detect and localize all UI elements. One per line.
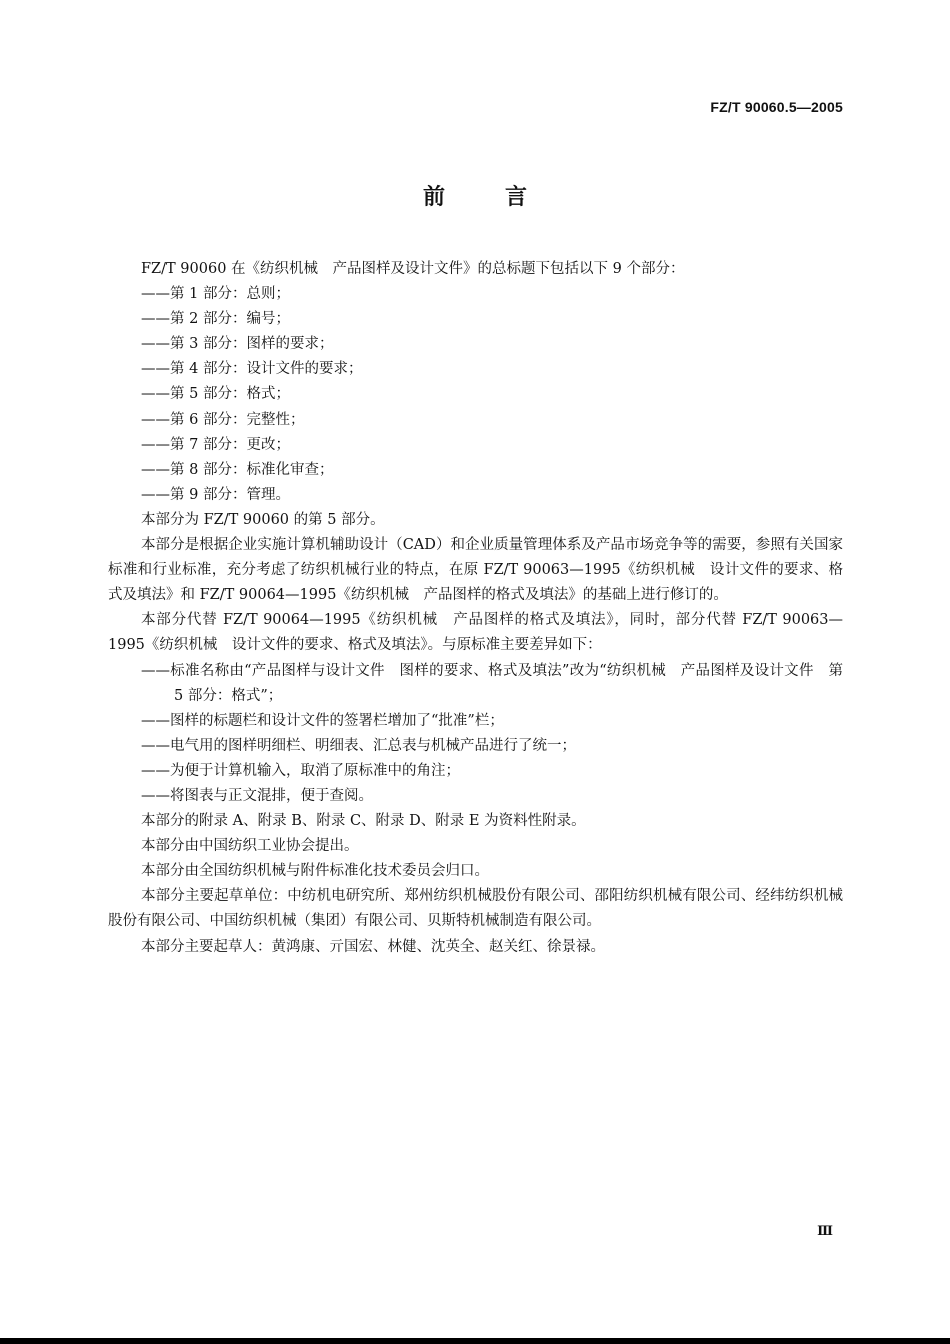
list-item: ——第 6 部分：完整性；	[141, 411, 305, 428]
paragraph: 本部分主要起草单位：中纺机电研究所、郑州纺织机械股份有限公司、邵阳纺织机械有限公司、经纬纺织机械股份有限公司、中国纺织机械（集团）有限公司、贝斯特机械制造有限公司。	[108, 888, 843, 930]
list-item: ——标准名称由“产品图样与设计文件 图样的要求、格式及填法”改为“纺织机械 产品图样及设计文件 第 5 部分：格式”；	[141, 662, 843, 704]
page-number: Ⅲ	[817, 1224, 833, 1239]
paragraph: FZ/T 90060 在《纺织机械 产品图样及设计文件》的总标题下包括以下 9 个部分：	[141, 261, 685, 277]
list-item: ——第 2 部分：编号；	[141, 311, 290, 328]
list-item: ——图样的标题栏和设计文件的签署栏增加了“批准”栏；	[141, 712, 504, 729]
list-item: ——第 1 部分：总则；	[141, 286, 290, 303]
paragraph: 本部分为 FZ/T 90060 的第 5 部分。	[141, 511, 385, 528]
document-body	[108, 257, 843, 960]
paragraph: 本部分代替 FZ/T 90064—1995《纺织机械 产品图样的格式及填法》，同时，部分代替 FZ/T 90063—1995《纺织机械 设计文件的要求、格式及填法》。与原标准主要差异如下：	[108, 612, 843, 654]
list-item: ——第 3 部分：图样的要求；	[141, 336, 334, 353]
list-item: ——将图表与正文混排，便于查阅。	[141, 787, 373, 804]
list-item: ——第 5 部分：格式；	[141, 386, 290, 403]
list-item: ——第 7 部分：更改；	[141, 436, 290, 453]
list-item: ——电气用的图样明细栏、明细表、汇总表与机械产品进行了统一；	[141, 737, 576, 754]
list-item: ——为便于计算机输入，取消了原标准中的角注；	[141, 762, 460, 779]
paragraph: 本部分是根据企业实施计算机辅助设计（CAD）和企业质量管理体系及产品市场竞争等的需要，参照有关国家标准和行业标准，充分考虑了纺织机械行业的特点，在原 FZ/T 90063—1995《纺织机械 设计文件的要求、格式及填法》和 FZ/T 90064—1995《纺织机械 产品图样的格式及填法》的基础上进行修订的。	[108, 537, 843, 604]
bottom-rule	[0, 1338, 950, 1344]
list-item: ——第 4 部分：设计文件的要求；	[141, 361, 363, 378]
paragraph: 本部分的附录 A、附录 B、附录 C、附录 D、附录 E 为资料性附录。	[141, 813, 586, 830]
page-title: 前言	[422, 185, 587, 210]
paragraph: 本部分由中国纺织工业协会提出。	[141, 838, 359, 855]
list-item: ——第 9 部分：管理。	[141, 486, 290, 503]
paragraph: 本部分由全国纺织机械与附件标准化技术委员会归口。	[141, 863, 489, 880]
list-item: ——第 8 部分：标准化审查；	[141, 461, 334, 478]
standard-code: FZ/T 90060.5—2005	[710, 99, 843, 115]
paragraph: 本部分主要起草人：黄鸿康、亓国宏、林健、沈英全、赵关红、徐景禄。	[141, 938, 605, 955]
